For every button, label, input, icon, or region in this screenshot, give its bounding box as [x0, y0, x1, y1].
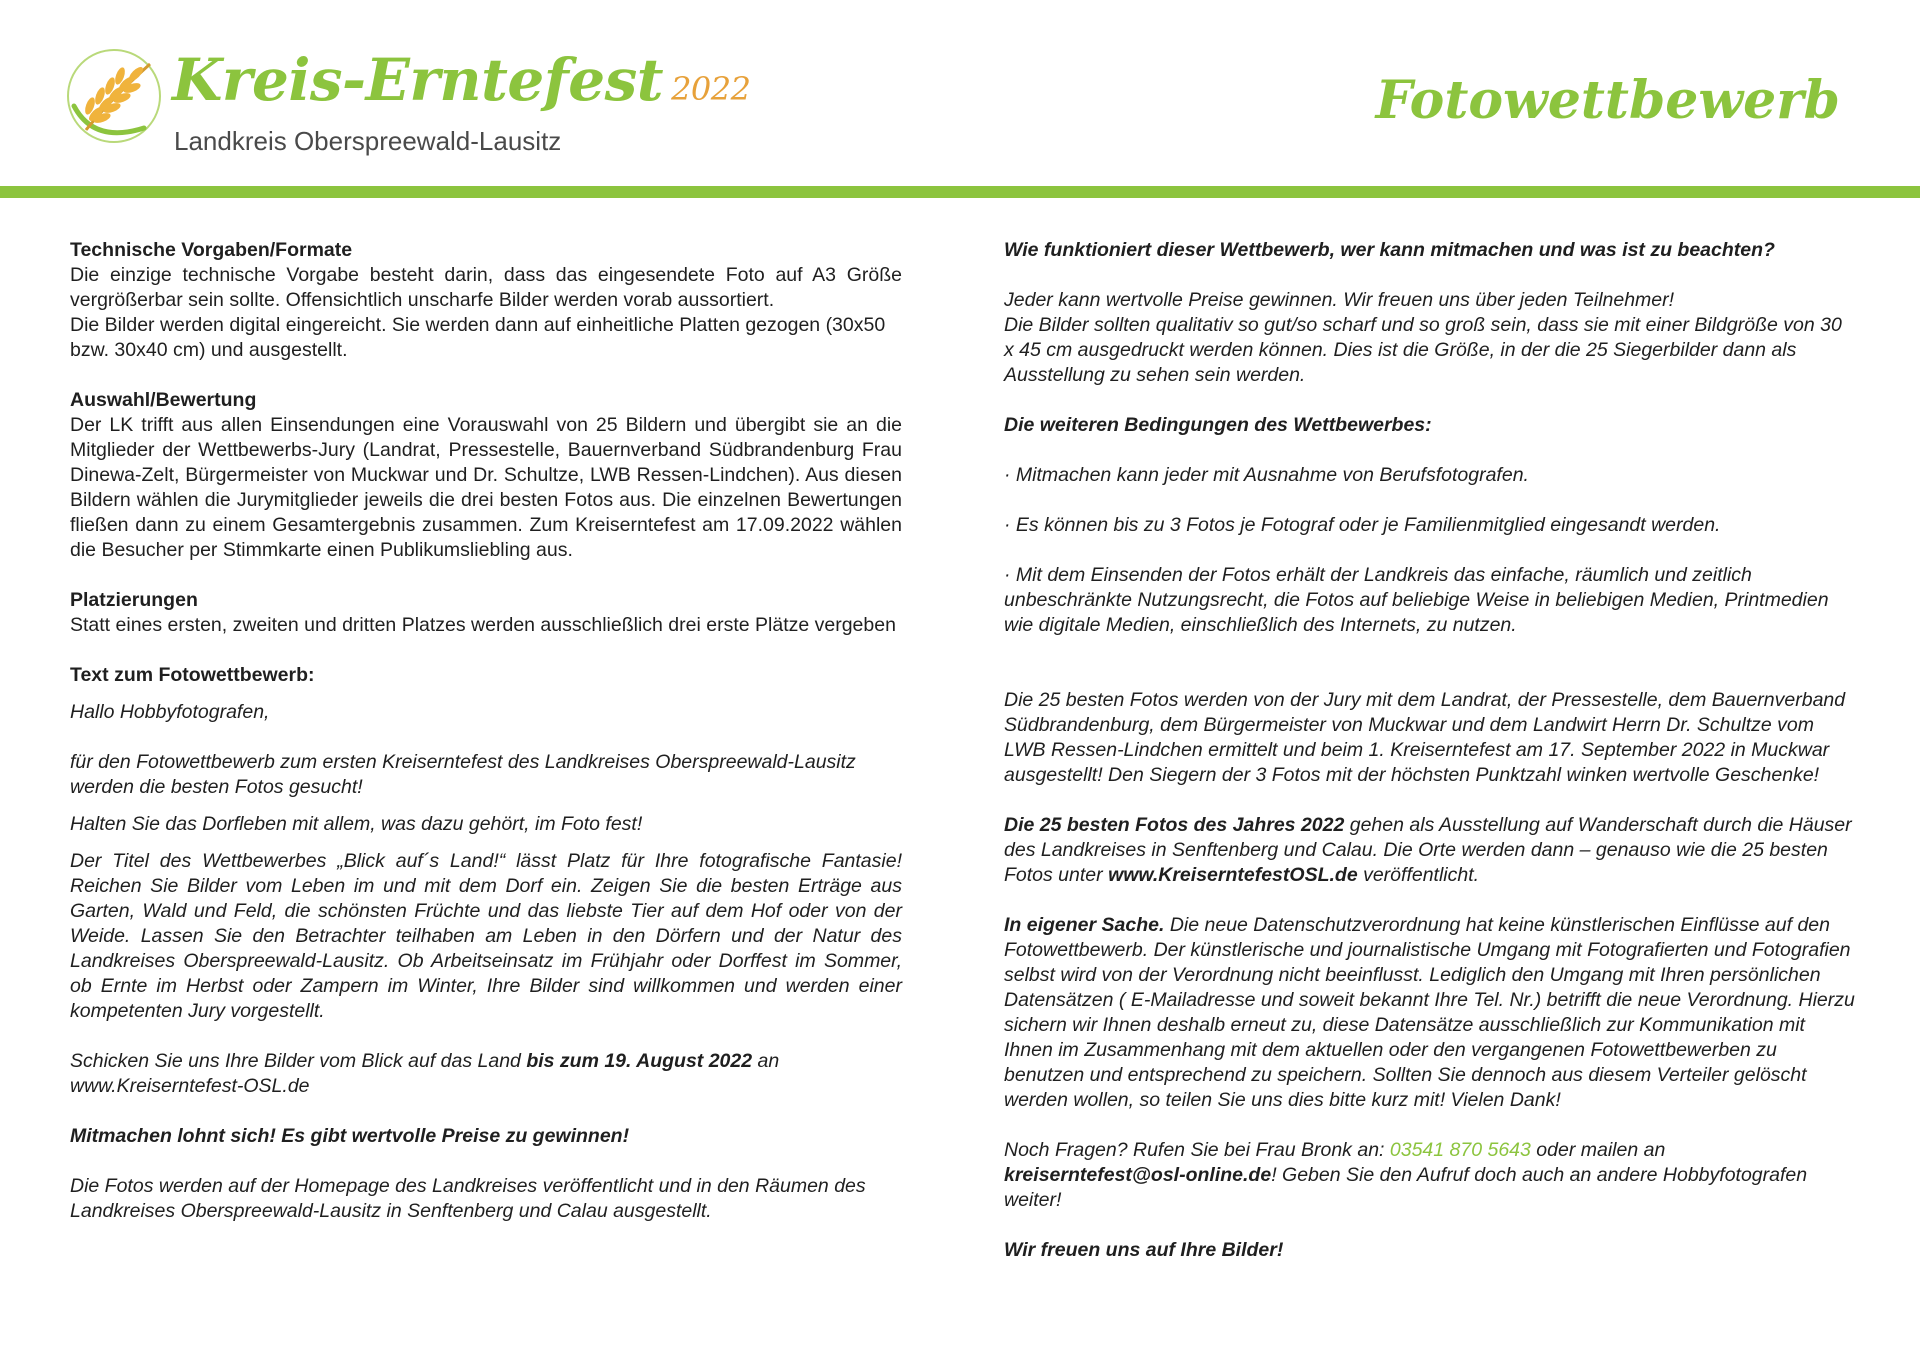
section-heading-technik: Technische Vorgaben/Formate — [70, 239, 353, 261]
paragraph-fragen — [1004, 1138, 1856, 1213]
fragen-text-mid: oder mailen an — [1530, 1139, 1666, 1161]
wheat-logo-icon — [64, 46, 164, 146]
paragraph-technik-1: Die einzige technische Vorgabe besteht darin, dass das eingesendete Foto auf A3 Größe vergrößerbar sein sollte. Offensichtlich unscharfe Bilder werden vorab aussortiert. — [70, 264, 902, 311]
deadline: bis zum 19. August 2022 — [526, 1050, 753, 1072]
paragraph-jeder-2: Die Bilder sollten qualitativ so gut/so scharf und so groß sein, dass sie mit einer Bildgröße von 30 x 45 cm ausgedruckt werden können. Dies ist die Größe, in der die 25 Siegerbilder dann als Ausstellung zu sehen sein werden. — [1004, 314, 1842, 386]
logo-title-text: Kreis-Erntefest — [172, 46, 664, 114]
header-divider — [0, 186, 1920, 198]
greeting: Hallo Hobbyfotografen, — [70, 701, 270, 723]
question-heading: Wie funktioniert dieser Wettbewerb, wer kann mitmachen und was ist zu beachten? — [1004, 239, 1775, 261]
jahres-text-end: veröffentlicht. — [1357, 864, 1480, 886]
paragraph-halten: Halten Sie das Dorfleben mit allem, was dazu gehört, im Foto fest! — [70, 813, 643, 835]
schicken-text: Schicken Sie uns Ihre Bilder vom Blick auf das Land — [70, 1050, 527, 1072]
website-link[interactable]: www.KreiserntefestOSL.de — [1108, 864, 1358, 886]
schicken-text-end: an — [752, 1050, 780, 1072]
jahres-text: gehen als Ausstellung auf Wanderschaft durch die Häuser des Landkreises in Senftenberg und Calau. Die Orte werden dann – genauso wie die 25 besten Fotos unter — [1004, 814, 1852, 886]
paragraph-auswahl: Der LK trifft aus allen Einsendungen eine Vorauswahl von 25 Bildern und übergibt sie an die Mitglieder der Wettbewerbs-Jury (Landrat, Pressestelle, Bauernverband Südbrandenburg Frau Dinewa-Zelt, Bürgermeister von Muckwar und Dr. Schultze, LWB Ressen-Lindchen). Aus diesen Bildern wählen die Jurymitglieder jeweils die drei besten Fotos aus. Die einzelnen Bewertungen fließen dann zu einem Gesamtergebnis zusammen. Zum Kreiserntefest am 17.09.2022 wählen die Besucher per Stimmkarte einen Publikumsliebling aus. — [70, 414, 902, 561]
closing-line: Wir freuen uns auf Ihre Bilder! — [1004, 1239, 1284, 1261]
paragraph-fotos: Die Fotos werden auf der Homepage des Landkreises veröffentlicht und in den Räumen des Landkreises Oberspreewald-Lausitz in Senftenberg und Calau ausgestellt. — [70, 1175, 866, 1222]
page-title: Fotowettbewerb — [1375, 70, 1840, 131]
paragraph-jahres — [1004, 813, 1856, 888]
paragraph-best25: Die 25 besten Fotos werden von der Jury mit dem Landrat, der Pressestelle, dem Bauernverband Südbrandenburg, dem Bürgermeister von Muckwar und dem Landwirt Herrn Dr. Schultze vom LWB Ressen-Lindchen ermittelt und beim 1. Kreiserntefest am 17. September 2022 in Muckwar ausgestellt! Den Siegern der 3 Fotos mit der höchsten Punktzahl winken wertvolle Geschenke! — [1004, 689, 1846, 786]
paragraph-intro: für den Fotowettbewerb zum ersten Kreiserntefest des Landkreises Oberspreewald-Lausitz werden die besten Fotos gesucht! — [70, 751, 856, 798]
condition-item: · Es können bis zu 3 Fotos je Fotograf oder je Familienmitglied eingesandt werden. — [1004, 514, 1721, 536]
condition-item: · Mitmachen kann jeder mit Ausnahme von Berufsfotografen. — [1004, 464, 1529, 486]
section-heading-auswahl: Auswahl/Bewertung — [70, 389, 257, 411]
paragraph-eigene-sache — [1004, 913, 1856, 1113]
left-column — [70, 238, 902, 1224]
paragraph-mitmachen: Mitmachen lohnt sich! Es gibt wertvolle Preise zu gewinnen! — [70, 1125, 630, 1147]
paragraph-platzierungen: Statt eines ersten, zweiten und dritten Platzes werden ausschließlich drei erste Plätze vergeben — [70, 614, 896, 636]
logo-year: 2022 — [671, 70, 751, 108]
paragraph-technik-2: Die Bilder werden digital eingereicht. Sie werden dann auf einheitliche Platten gezogen (30x50 bzw. 30x40 cm) und ausgestellt. — [70, 314, 886, 361]
paragraph-schicken — [70, 1049, 902, 1099]
fragen-text: Noch Fragen? Rufen Sie bei Frau Bronk an: — [1004, 1139, 1390, 1161]
logo-title — [172, 46, 751, 114]
section-heading-text: Text zum Fotowettbewerb: — [70, 664, 315, 686]
conditions-heading: Die weiteren Bedingungen des Wettbewerbes: — [1004, 414, 1432, 436]
logo-subtitle: Landkreis Oberspreewald-Lausitz — [174, 126, 562, 156]
page-header — [0, 0, 1920, 186]
email-link[interactable]: kreiserntefest@osl-online.de — [1004, 1164, 1272, 1186]
eigen-bold: In eigener Sache. — [1004, 914, 1165, 936]
jahres-bold: Die 25 besten Fotos des Jahres 2022 — [1004, 814, 1345, 836]
section-heading-platzierungen: Platzierungen — [70, 589, 198, 611]
condition-item: · Mit dem Einsenden der Fotos erhält der Landkreis das einfache, räumlich und zeitlich unbeschränkte Nutzungsrecht, die Fotos auf beliebige Weise in beliebigen Medien, Printmedien wie digitale Medien, einschließlich des Internets, zu nutzen. — [1004, 564, 1829, 636]
phone-number[interactable]: 03541 870 5643 — [1389, 1139, 1531, 1161]
eigen-text: Die neue Datenschutzverordnung hat keine künstlerischen Einflüsse auf den Fotowettbewerb. Der künstlerische und journalistische Umgang mit Fotografierten und Fotografien selbst wird von der Verordnung nicht beeinflusst. Lediglich den Umgang mit Ihren persönlichen Datensätzen ( E-Mailadresse und soweit bekannt Ihre Tel. Nr.) betrifft die neue Verordnung. Hierzu sichern wir Ihnen deshalb erneut zu, diese Datensätze ausschließlich zur Kommunikation mit Ihnen im Zusammenhang mit dem aktuellen oder den vergangenen Fotowettbewerben zu benutzen und entsprechend zu speichern. Sollten Sie dennoch aus diesem Verteiler gelöscht werden wollen, so teilen Sie uns dies bitte kurz mit! Vielen Dank! — [1004, 914, 1855, 1111]
paragraph-titel: Der Titel des Wettbewerbes „Blick auf´s Land!“ lässt Platz für Ihre fotografische Fantasie! Reichen Sie Bilder vom Leben im und mit dem Dorf ein. Zeigen Sie die besten Erträge aus Garten, Wald und Feld, die schönsten Früchte und das liebste Tier auf dem Hof oder von der Weide. Lassen Sie den Betrachter teilhaben am Leben in den Dörfern und der Natur des Landkreises Oberspreewald-Lausitz. Ob Arbeitseinsatz im Frühjahr oder Dorffest im Sommer, ob Ernte im Herbst oder Zampern im Winter, Ihre Bilder sind willkommen und werden einer kompetenten Jury vorgestellt. — [70, 850, 902, 1022]
website-link[interactable]: www.Kreiserntefest-OSL.de — [70, 1075, 310, 1097]
fragen-text-end: ! Geben Sie den Aufruf doch auch an andere Hobbyfotografen weiter! — [1004, 1164, 1808, 1211]
paragraph-jeder-1: Jeder kann wertvolle Preise gewinnen. Wir freuen uns über jeden Teilnehmer! — [1004, 289, 1675, 311]
right-column — [1004, 238, 1856, 1263]
